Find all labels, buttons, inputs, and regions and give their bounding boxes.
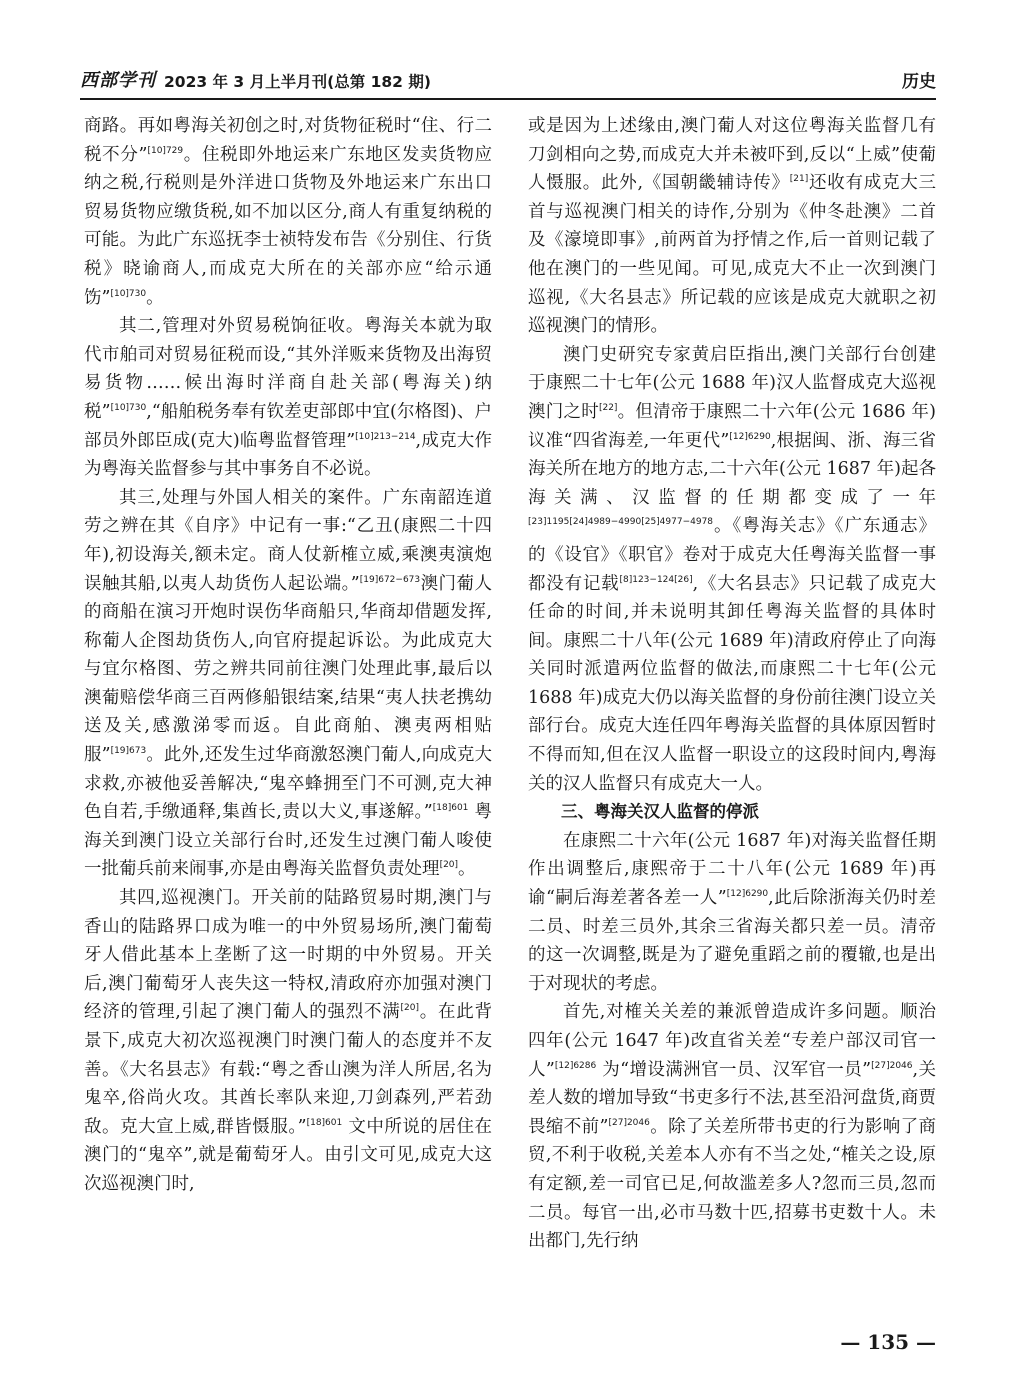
text-run: 为“增设满洲官一员、汉军官一员” [596,1059,872,1080]
citation-ref: [18]601 [306,1117,343,1128]
citation-ref: [19]673 [110,746,147,757]
text-run: 。住税即外地运来广东地区发卖货物应纳之税,行税则是外洋进口货物及外地运来广东出口贸易货物应缴货税,如不加以区分,商人有重复纳税的可能。为此广东巡抚李士祯特发布告《分别住、行货税》晓谕商人,而成克大所在的关部亦应“给示通饬” [84,144,493,308]
citation-ref: [10]730 [110,288,147,299]
text-run: ,“船舶税务奉有钦差吏部郎中宜(尔格图)、户部员外郎臣成(克大)临粤监督管理” [84,401,492,451]
text-run: 。此外,还发生过华商激怒澳门葡人,向成克大求救,亦被他妥善解决,“鬼卒蜂拥至门不可测,克大神色自若,手缴通释,集酋长,责以大义,事遂解。” [84,745,493,823]
paragraph [84,484,492,884]
section-heading [528,798,936,827]
citation-ref: [27]2046 [608,1117,650,1128]
citation-ref: [19]672−673 [359,574,421,585]
paragraph [84,312,492,484]
text-run: 其四,巡视澳门。开关前的陆路贸易时期,澳门与香山的陆路界口成为唯一的中外贸易场所,澳门葡萄牙人借此基本上垄断了这一时期的中外贸易。开关后,澳门葡萄牙人丧失这一特权,清政府亦加强对澳门经济的管理,引起了澳门葡人的强烈不满 [84,888,492,1023]
text-run: 商路。再如粤海关初创之时,对货物征税时“住、行二税不分” [84,116,492,165]
citation-ref: [8]123−124[26] [619,574,693,585]
section-title: 历史 [902,72,936,92]
issue-info: 2023 年 3 月上半月刊(总第 182 期) [164,73,431,91]
text-run: ,《大名县志》只记载了成克大任命的时间,并未说明其卸任粤海关监督的具体时间。康熙二十八年(公元 1689 年)清政府停止了向海关同时派遣两位监督的做法,而康熙二十七年(公元 1688 年)成克大仍以海关监督的身份前往澳门设立关部行台。成克大连任四年粤海关监督的具体原因暂时不得而知,但在汉人监督一职设立的这段时间内,粤海关的汉人监督只有成克大一人。 [528,573,937,794]
text-run: 其二,管理对外贸易税饷征收。粤海关本就为取代市舶司对贸易征税而设,“其外洋贩来货物及出海贸易货物……候出海时洋商自赴关部(粤海关)纳税” [84,316,492,422]
text-run: 三、粤海关汉人监督的停派 [561,802,759,822]
text-run: 文中所说的居住在澳门的“鬼卒”,就是葡萄牙人。由引文可见,成克大这次巡视澳门时, [84,1116,492,1194]
citation-ref: [10]730 [110,402,147,413]
paragraph [528,112,936,341]
citation-ref: [21] [789,174,809,185]
text-run: 还收有成克大三首与巡视澳门相关的诗作,分别为《仲冬赴澳》二首及《濠境即事》,前两首为抒情之作,后一首则记载了他在澳门的一些见闻。可见,成克大不止一次到澳门巡视,《大名县志》所记载的应该是成克大就职之初巡视澳门的情形。 [528,173,937,337]
citation-ref: [10]213−214 [355,431,416,442]
text-run: 。在此背景下,成克大初次巡视澳门时澳门葡人的态度并不友善。《大名县志》有载:“粤之香山澳为洋人所居,名为鬼卒,俗尚火攻。其酋长率队来迎,刀剑森列,严若劲敌。克大宣上威,群皆慑服。” [84,1002,493,1137]
text-run: 。《粤海关志》《广东通志》的《设官》《职官》卷对于成克大任粤海关监督一事都没有记载 [528,516,936,594]
page-number: — 135 — [840,1330,936,1354]
journal-logo: 西部学刊 [80,70,156,91]
citation-ref: [18]601 [432,803,469,814]
text-run: ,根据闽、浙、海三省海关所在地方的地方志,二十六年(公元 1687 年)起各海关满、汉监督的任期都变成了一年 [528,430,936,508]
paragraph [84,884,492,1199]
citation-ref: [23]1195[24]4989−4990[25]4977−4978 [528,517,714,528]
text-run: ,此后除浙海关仍时差二员、时差三员外,其余三省海关都只差一员。清帝的这一次调整,既是为了避免重蹈之前的覆辙,也是出于对现状的考虑。 [528,888,936,994]
text-run: 其三,处理与外国人相关的案件。广东南韶连道劳之辨在其《自序》中记有一事:“乙丑(康熙二十四年),初设海关,额未定。商人仗新榷立威,乘澳夷演炮误触其船,以夷人劫货伤人起讼端。” [84,487,492,594]
text-run: 。但清帝于康熙二十六年(公元 1686 年)议准“四省海差,一年更代” [528,401,936,451]
left-column [84,112,492,1199]
paragraph [528,998,936,1255]
citation-ref: [20] [400,1003,420,1014]
paragraph [528,341,936,799]
text-run: ,关差人数的增加导致“书吏多行不法,甚至沿河盘货,商贾畏缩不前” [528,1059,936,1137]
text-run: 首先,对榷关关差的兼派曾造成许多问题。顺治四年(公元 1647 年)改直省关差“专差户部汉司官一人” [528,1002,936,1080]
text-run: 。 [146,287,164,308]
running-header [80,64,936,100]
right-column [528,112,936,1256]
text-run: 在康熙二十六年(公元 1687 年)对海关监督任期作出调整后,康熙帝于二十八年(公元 1689 年)再谕“嗣后海差著各差一人” [528,830,936,909]
text-run: 澳门史研究专家黄启臣指出,澳门关部行台创建于康熙二十七年(公元 1688 年)汉人监督成克大巡视澳门之时 [528,344,936,422]
citation-ref: [22] [598,402,618,413]
citation-ref: [10]729 [147,145,184,156]
citation-ref: [27]2046 [871,1060,913,1071]
text-run: 粤海关到澳门设立关部行台时,还发生过澳门葡人唆使一批葡兵前来闹事,亦是由粤海关监督负责处理 [84,802,492,880]
citation-ref: [20] [439,860,459,871]
text-run: 。 [458,859,476,880]
citation-ref: [12]6290 [729,431,771,442]
citation-ref: [12]6286 [554,1060,597,1071]
paragraph [528,827,936,999]
text-run: 澳门葡人的商船在演习开炮时误伤华商船只,华商却借题发挥,称葡人企图劫货伤人,向官府提起诉讼。为此成克大与宜尔格图、劳之辨共同前往澳门处理此事,最后以澳葡赔偿华商三百两修船银结案,结果“夷人扶老携幼送及关,感激涕零而返。自此商舶、澳夷两相贴服” [84,573,492,766]
text-run: 或是因为上述缘由,澳门葡人对这位粤海关监督几有刀剑相向之势,而成克大并未被吓到,反以“上威”使葡人慑服。此外,《国朝畿辅诗传》 [528,116,936,194]
paragraph [84,112,492,312]
citation-ref: [12]6290 [726,889,769,900]
text-run: 。除了关差所带书吏的行为影响了商贸,不利于收税,关差本人亦有不当之处,“榷关之设,原有定额,差一司官已足,何故滥差多人?忽而三员,忽而二员。每官一出,必市马数十匹,招募书吏数十人。未出都门,先行纳 [528,1116,936,1252]
text-run: ,成克大作为粤海关监督参与其中事务自不必说。 [84,430,492,480]
